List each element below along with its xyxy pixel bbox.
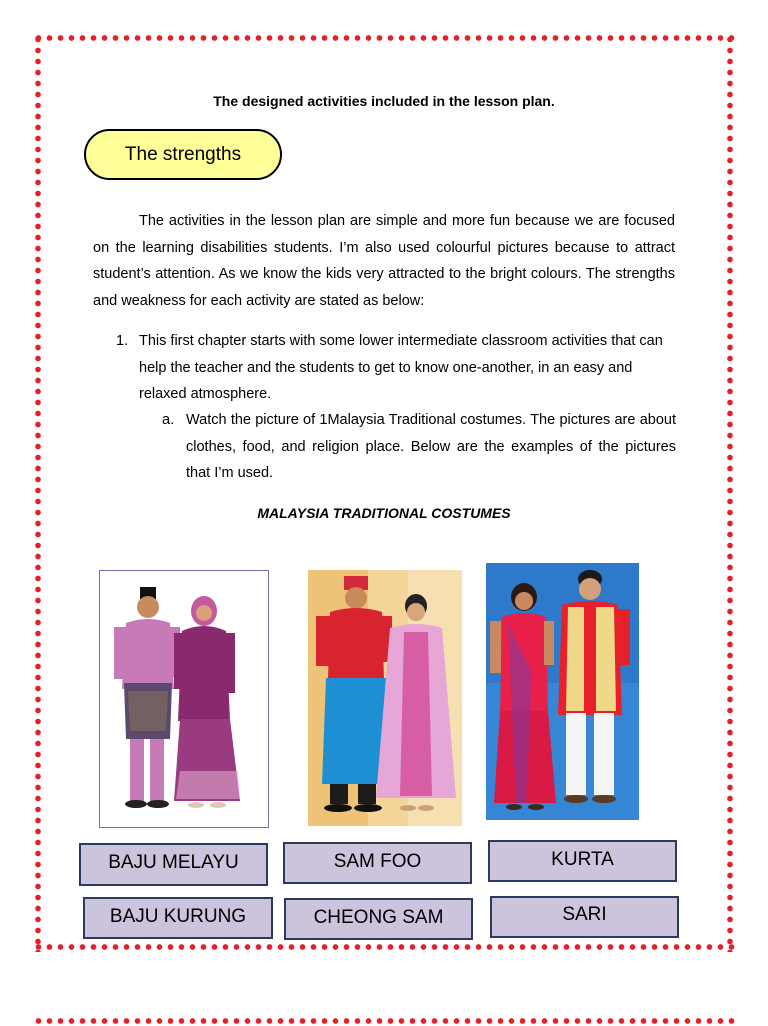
sub-item-text: Watch the picture of 1Malaysia Traditional costumes. The pictures are about clothes, food, and religion place. Below are the examples of the pictures that I’m used. [186, 412, 676, 481]
costumes-caption: MALAYSIA TRADITIONAL COSTUMES [257, 505, 511, 521]
label-baju-melayu-text: BAJU MELAYU [108, 852, 239, 873]
strengths-heading-pill [84, 129, 282, 180]
sub-item-letter: a. [162, 412, 175, 428]
label-sari [490, 896, 679, 938]
sam-foo-photo [308, 570, 462, 826]
page-border-right [725, 34, 735, 952]
next-page-border-top [33, 1016, 735, 1026]
strengths-heading-label: The strengths [124, 143, 242, 165]
page-border-top [33, 33, 735, 43]
label-cheong-sam [284, 898, 473, 940]
page-heading: The designed activities included in the lesson plan. [213, 93, 555, 109]
kurta-photo [486, 563, 639, 820]
label-sam-foo [283, 842, 472, 884]
label-baju-kurung [83, 897, 273, 939]
label-baju-kurung-text: BAJU KURUNG [109, 906, 247, 927]
list-item-text: This first chapter starts with some lower intermediate classroom activities that can help the teacher and the students to get to know one-another, in an easy and relaxed atmosphere. [139, 333, 663, 402]
label-baju-melayu [79, 843, 268, 886]
page-border-bottom [33, 942, 735, 952]
label-cheong-sam-text: CHEONG SAM [313, 907, 444, 928]
page-border-left [33, 34, 43, 952]
intro-paragraph: The activities in the lesson plan are simple and more fun because we are focused on the learning disabilities students. I’m also used colourful pictures because to attract student’s attention. As we know the kids very attracted to the bright colours. The strengths and weakness for each activity are stated as below: [93, 213, 675, 309]
list-item-number: 1. [116, 333, 129, 349]
label-sam-foo-text: SAM FOO [333, 851, 422, 872]
label-sari-text: SARI [562, 904, 607, 925]
baju-melayu-photo [99, 570, 269, 828]
label-kurta [488, 840, 677, 882]
label-kurta-text: KURTA [551, 849, 614, 870]
